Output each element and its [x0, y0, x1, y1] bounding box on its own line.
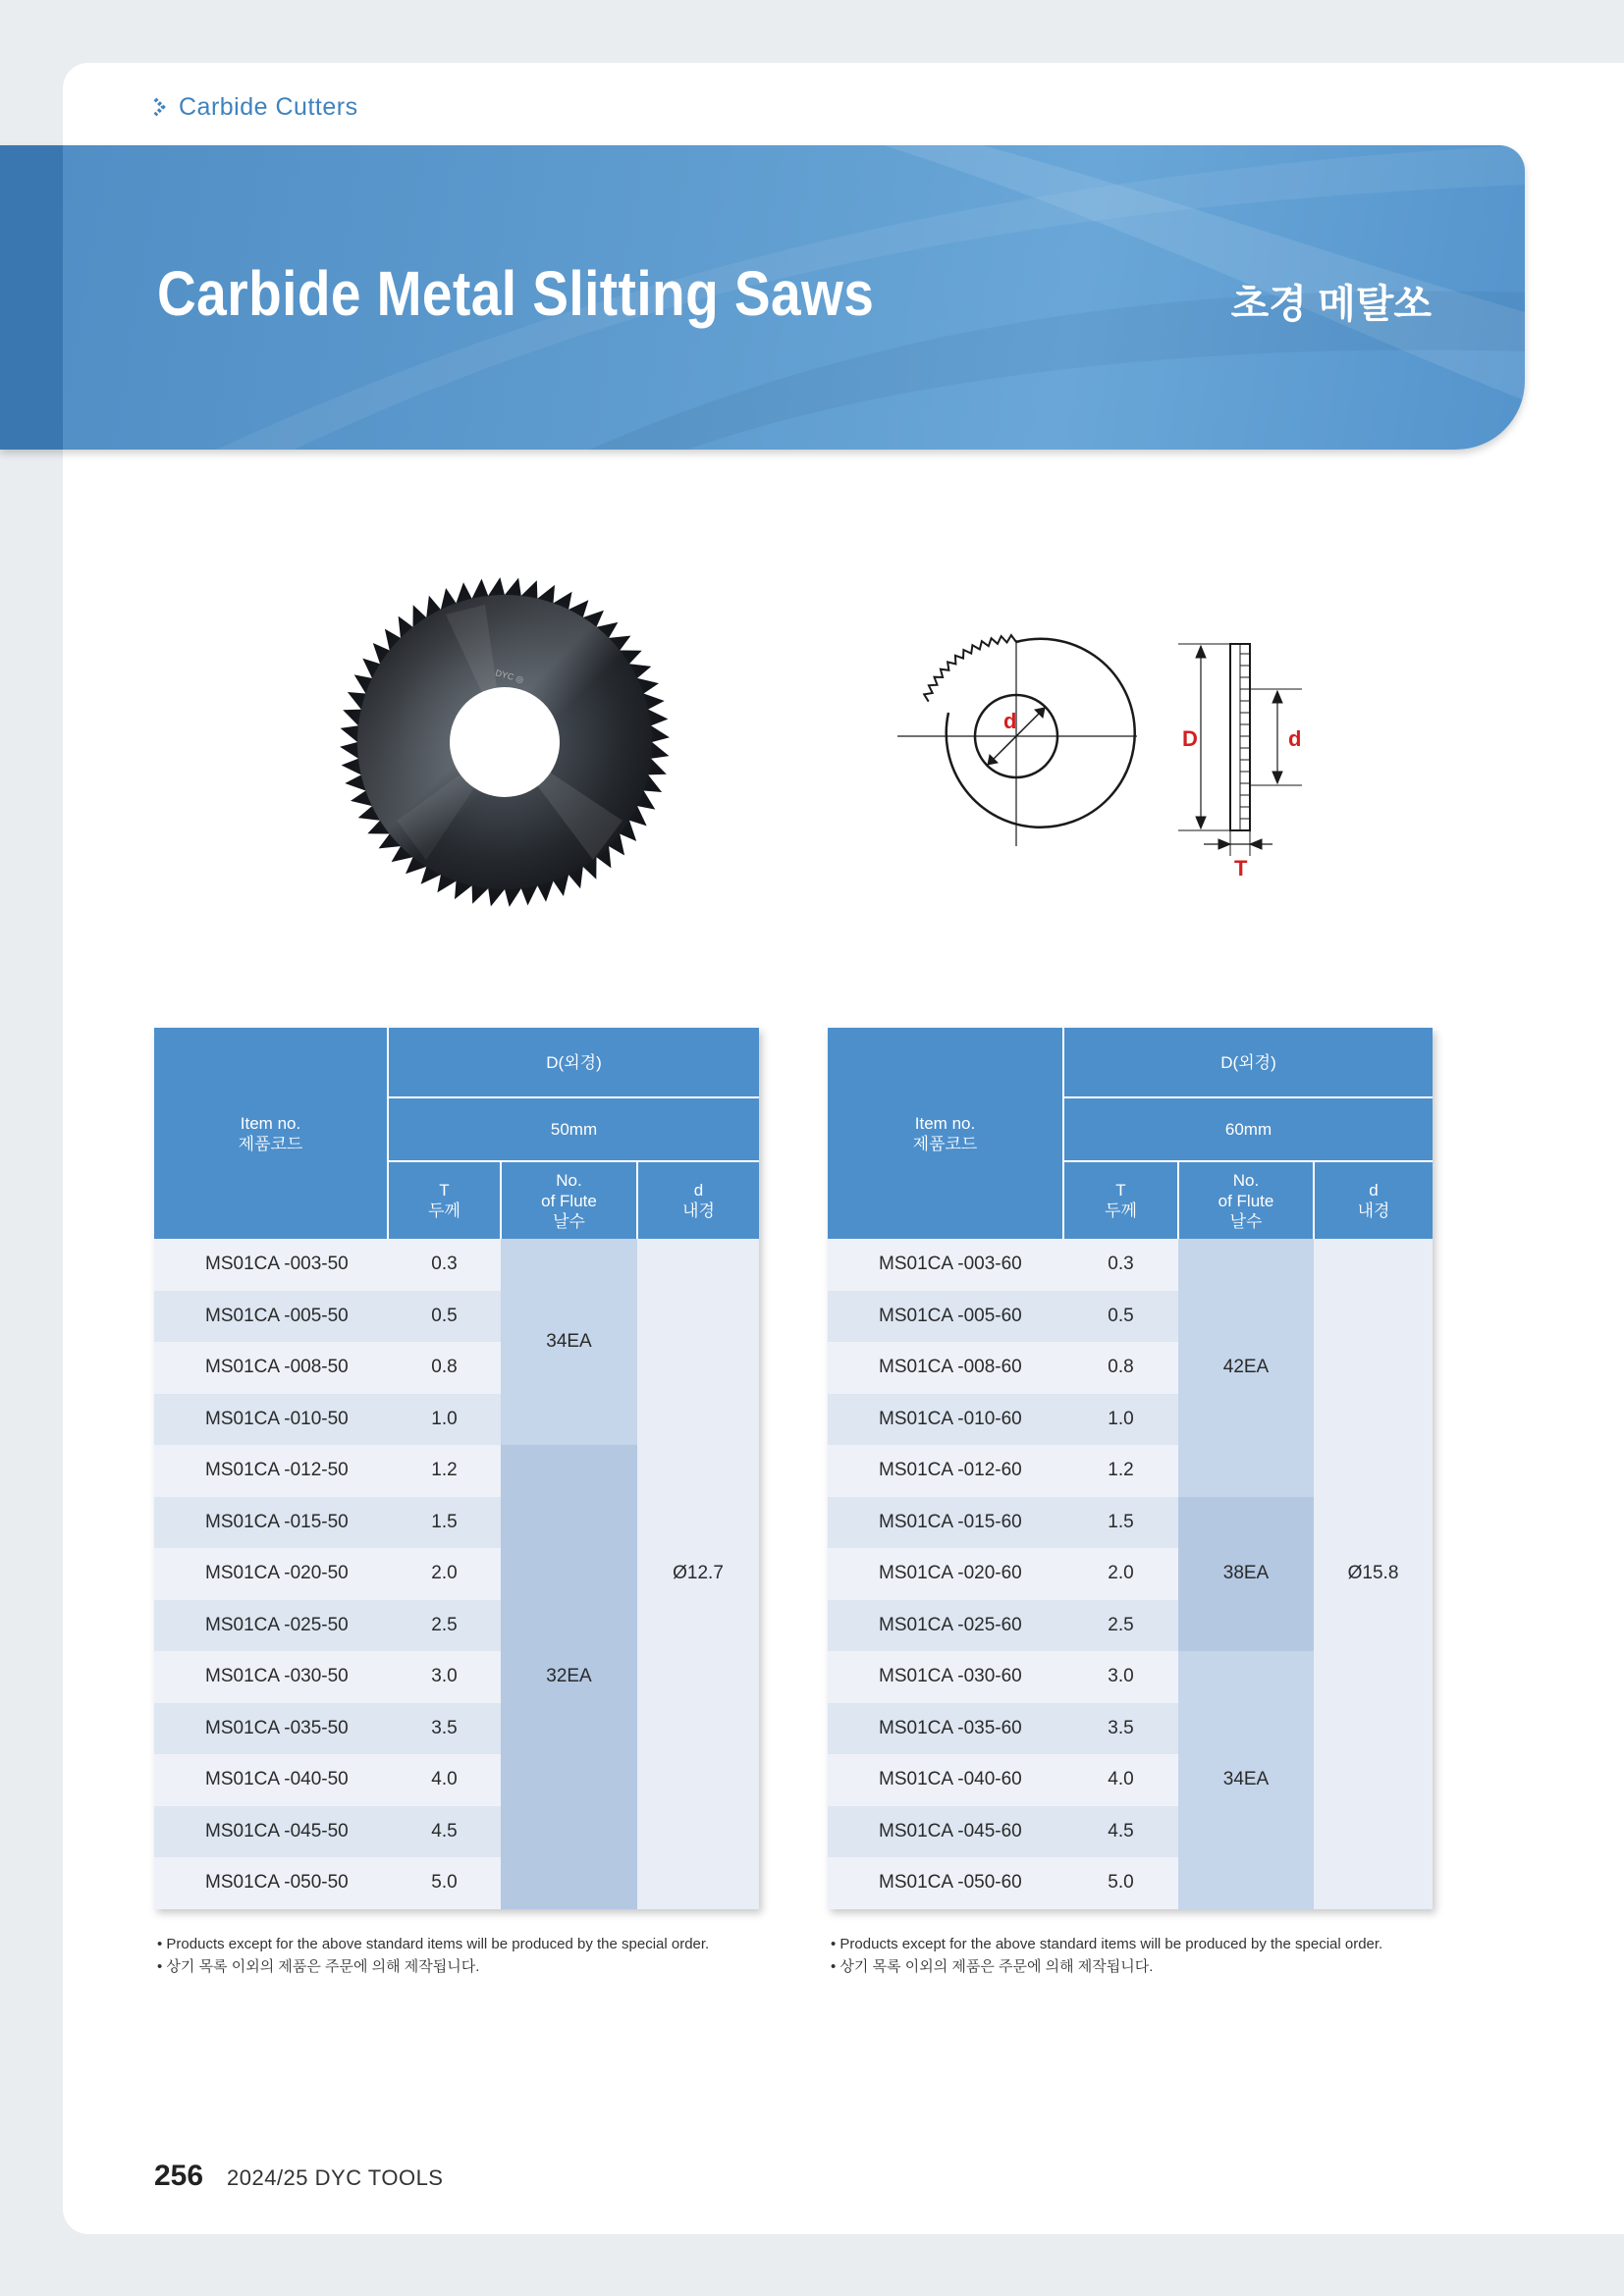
- spec-table-60mm: [828, 1028, 1433, 1909]
- header-size: 50mm: [388, 1097, 759, 1161]
- thickness-value: 1.0: [388, 1394, 501, 1446]
- note-left: [157, 1933, 709, 1978]
- item-code: MS01CA -010-60: [828, 1394, 1063, 1446]
- flute-count: 34EA: [501, 1239, 637, 1445]
- header-flutes: No. of Flute 날수: [1178, 1161, 1314, 1239]
- footer-text: 2024/25 DYC TOOLS: [227, 2165, 444, 2190]
- header-outer-diameter: D(외경): [1063, 1028, 1433, 1097]
- page-title: Carbide Metal Slitting Saws: [157, 258, 875, 329]
- header-bore: d 내경: [1314, 1161, 1433, 1239]
- thickness-value: 3.5: [388, 1703, 501, 1755]
- spec-table-50mm: [154, 1028, 759, 1909]
- item-code: MS01CA -025-50: [154, 1600, 388, 1652]
- front-view: [897, 635, 1137, 846]
- thickness-value: 2.5: [1063, 1600, 1178, 1652]
- chevron-right-icon: [153, 96, 169, 118]
- thickness-value: 1.2: [1063, 1445, 1178, 1497]
- thickness-value: 0.8: [1063, 1342, 1178, 1394]
- bore-value: Ø12.7: [637, 1239, 759, 1909]
- item-code: MS01CA -008-50: [154, 1342, 388, 1394]
- header-item-no: Item no. 제품코드: [828, 1028, 1063, 1239]
- item-code: MS01CA -008-60: [828, 1342, 1063, 1394]
- item-code: MS01CA -040-60: [828, 1754, 1063, 1806]
- header-outer-diameter: D(외경): [388, 1028, 759, 1097]
- item-code: MS01CA -015-50: [154, 1497, 388, 1549]
- item-code: MS01CA -035-50: [154, 1703, 388, 1755]
- item-code: MS01CA -005-60: [828, 1291, 1063, 1343]
- item-code: MS01CA -012-60: [828, 1445, 1063, 1497]
- item-code: MS01CA -020-50: [154, 1548, 388, 1600]
- thickness-value: 3.0: [1063, 1651, 1178, 1703]
- item-code: MS01CA -020-60: [828, 1548, 1063, 1600]
- item-code: MS01CA -003-60: [828, 1239, 1063, 1291]
- thickness-value: 3.5: [1063, 1703, 1178, 1755]
- page-title-korean: 초경 메탈쏘: [1230, 283, 1432, 326]
- item-code: MS01CA -005-50: [154, 1291, 388, 1343]
- thickness-value: 4.0: [388, 1754, 501, 1806]
- thickness-value: 2.5: [388, 1600, 501, 1652]
- item-code: MS01CA -015-60: [828, 1497, 1063, 1549]
- item-code: MS01CA -045-50: [154, 1806, 388, 1858]
- thickness-value: 0.5: [388, 1291, 501, 1343]
- outer-diameter-label: D: [1182, 726, 1198, 751]
- thickness-value: 0.3: [388, 1239, 501, 1291]
- item-code: MS01CA -035-60: [828, 1703, 1063, 1755]
- thickness-value: 5.0: [1063, 1857, 1178, 1909]
- thickness-value: 4.5: [1063, 1806, 1178, 1858]
- note-line-ko: • 상기 목록 이외의 제품은 주문에 의해 제작됩니다.: [157, 1958, 480, 1975]
- thickness-value: 4.5: [388, 1806, 501, 1858]
- note-line-en: • Products except for the above standard items will be produced by the special order.: [157, 1936, 710, 1952]
- thickness-value: 4.0: [1063, 1754, 1178, 1806]
- thickness-value: 0.5: [1063, 1291, 1178, 1343]
- header-thickness: T 두께: [1063, 1161, 1178, 1239]
- item-code: MS01CA -050-60: [828, 1857, 1063, 1909]
- item-code: MS01CA -045-60: [828, 1806, 1063, 1858]
- header-thickness: T 두께: [388, 1161, 501, 1239]
- thickness-value: 1.2: [388, 1445, 501, 1497]
- flute-count: 42EA: [1178, 1239, 1314, 1497]
- item-code: MS01CA -050-50: [154, 1857, 388, 1909]
- bore-value: Ø15.8: [1314, 1239, 1433, 1909]
- header-item-no: Item no. 제품코드: [154, 1028, 388, 1239]
- item-code: MS01CA -030-50: [154, 1651, 388, 1703]
- header-flutes: No. of Flute 날수: [501, 1161, 637, 1239]
- page-number: 256: [154, 2160, 204, 2192]
- note-line-ko: • 상기 목록 이외의 제품은 주문에 의해 제작됩니다.: [831, 1958, 1154, 1975]
- thickness-value: 5.0: [388, 1857, 501, 1909]
- dimension-diagram: [892, 628, 1304, 883]
- thickness-value: 1.5: [388, 1497, 501, 1549]
- item-code: MS01CA -010-50: [154, 1394, 388, 1446]
- thickness-value: 3.0: [388, 1651, 501, 1703]
- flute-count: 38EA: [1178, 1497, 1314, 1652]
- breadcrumb-label: Carbide Cutters: [179, 92, 358, 121]
- thickness-value: 1.5: [1063, 1497, 1178, 1549]
- flute-count: 34EA: [1178, 1651, 1314, 1909]
- flute-count: 32EA: [501, 1445, 637, 1909]
- thickness-value: 0.8: [388, 1342, 501, 1394]
- bore-label: d: [1003, 709, 1017, 733]
- thickness-value: 0.3: [1063, 1239, 1178, 1291]
- item-code: MS01CA -030-60: [828, 1651, 1063, 1703]
- thickness-value: 1.0: [1063, 1394, 1178, 1446]
- saw-blade-photo: [338, 575, 672, 909]
- note-right: [831, 1933, 1382, 1978]
- header-bore: d 내경: [637, 1161, 759, 1239]
- note-line-en: • Products except for the above standard items will be produced by the special order.: [831, 1936, 1383, 1952]
- breadcrumb: [153, 90, 358, 124]
- thickness-label: T: [1234, 856, 1248, 881]
- thickness-value: 2.0: [388, 1548, 501, 1600]
- item-code: MS01CA -012-50: [154, 1445, 388, 1497]
- header-size: 60mm: [1063, 1097, 1433, 1161]
- item-code: MS01CA -040-50: [154, 1754, 388, 1806]
- svg-text:DYC ◎: DYC ◎: [494, 667, 525, 685]
- item-code: MS01CA -003-50: [154, 1239, 388, 1291]
- inner-diameter-label: d: [1288, 726, 1302, 751]
- thickness-value: 2.0: [1063, 1548, 1178, 1600]
- item-code: MS01CA -025-60: [828, 1600, 1063, 1652]
